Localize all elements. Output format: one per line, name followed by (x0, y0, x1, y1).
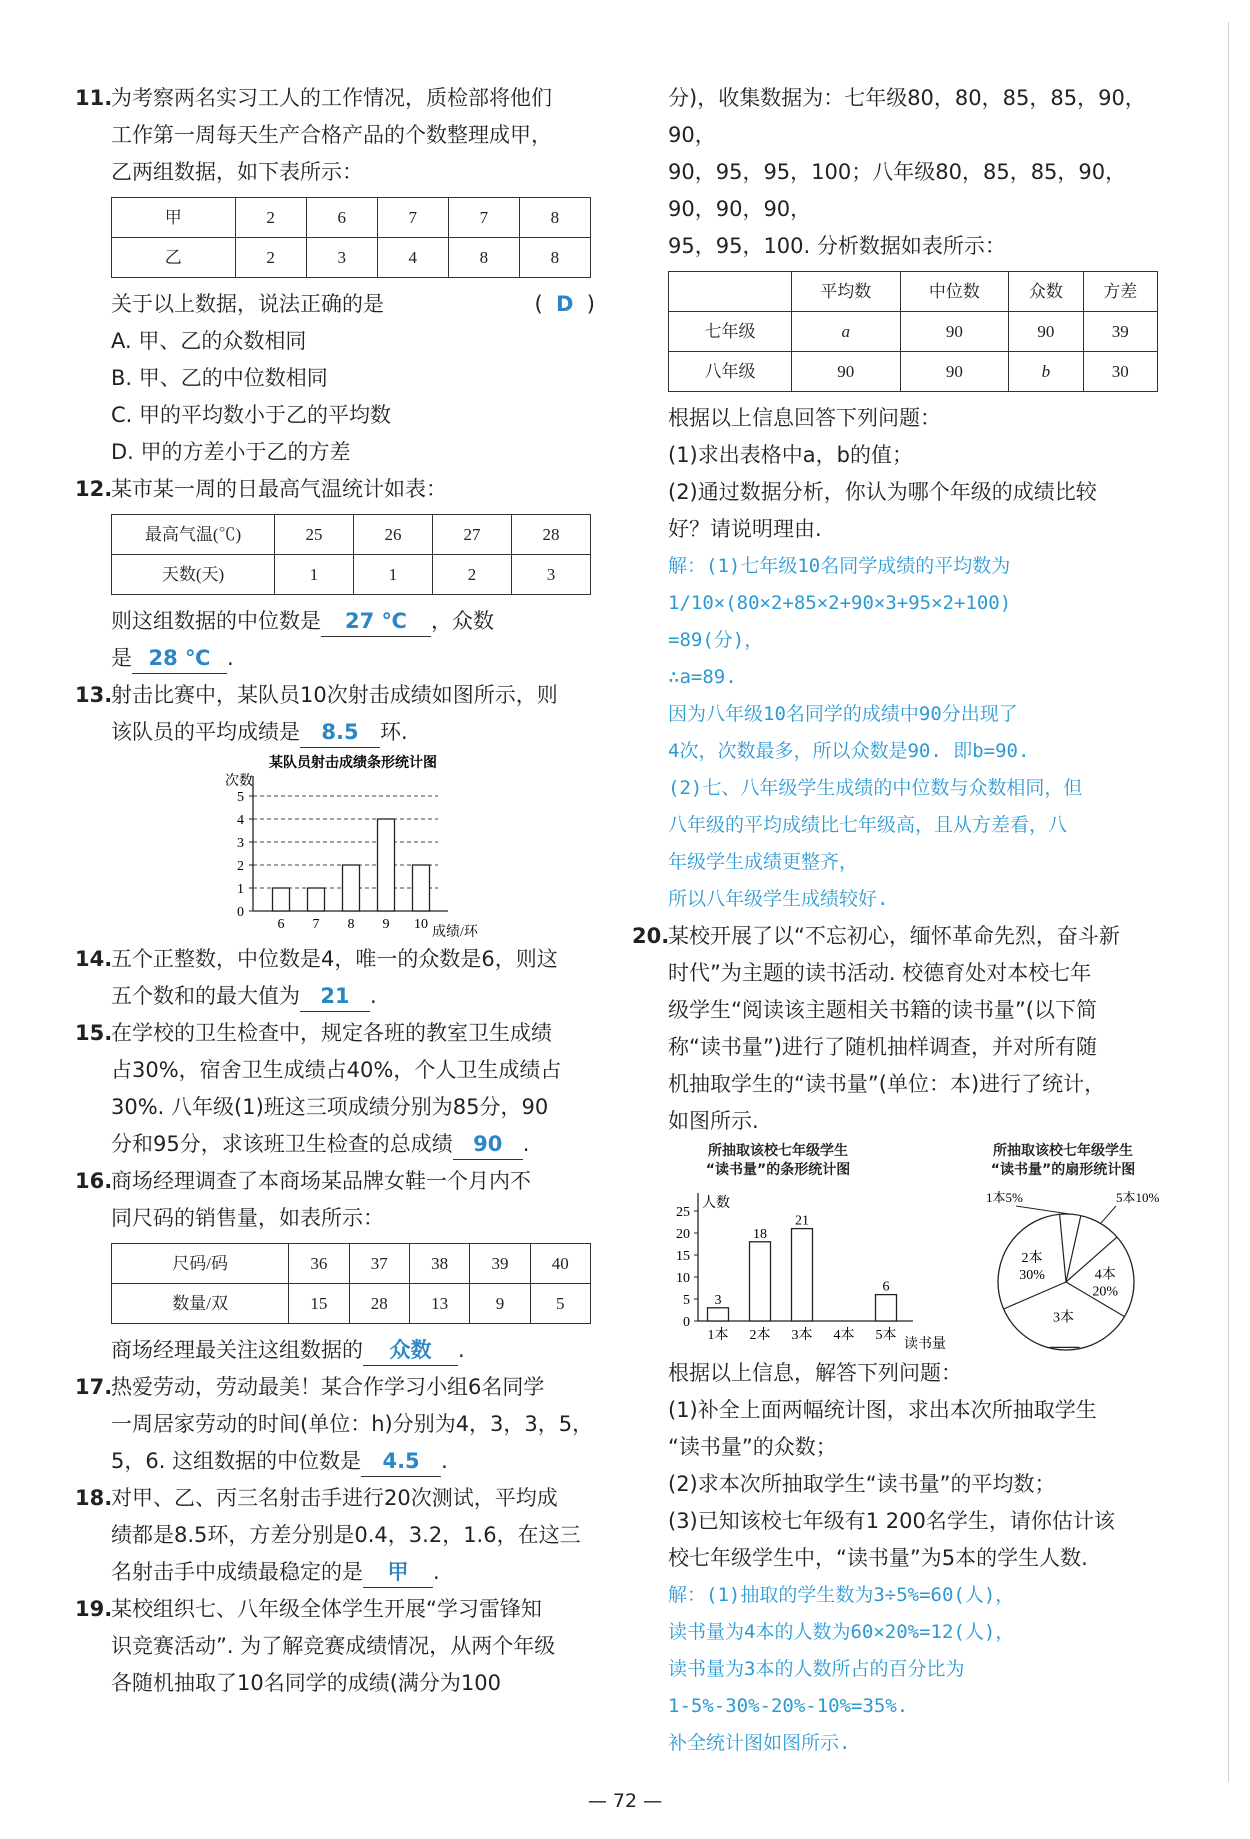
question-number: 11. (75, 86, 113, 110)
question-text: 级学生“阅读该主题相关书籍的读书量”(以下简 (668, 998, 1097, 1022)
right-column (632, 80, 1168, 1762)
solution-line: 年级学生成绩更整齐， (668, 851, 859, 873)
question-text: 分)，收集数据为：七年级80，80，85，85，90，90， (668, 86, 1146, 147)
bar (273, 888, 290, 911)
answer-bracket: ( D ) (534, 292, 595, 316)
solution-line: 补全统计图如图所示. (668, 1732, 851, 1754)
bar (343, 865, 360, 911)
question-text: 商场经理调查了本商场某品牌女鞋一个月内不 (111, 1169, 531, 1193)
y-axis-label: 次数 (225, 774, 253, 789)
question-13 (75, 677, 595, 751)
question-text: 五个正整数，中位数是4，唯一的众数是6，则这 (111, 947, 558, 971)
question-text: 在学校的卫生检查中，规定各班的教室卫生成绩 (111, 1021, 552, 1045)
x-tick-label: 3本 (791, 1328, 813, 1343)
q15-line4: 分和95分，求该班卫生检查的总成绩 90 . (111, 1126, 595, 1163)
bar (413, 865, 430, 911)
answer-text: 4.5 (361, 1446, 441, 1477)
answer-text: 8.5 (300, 717, 380, 748)
option-d: D. 甲的方差小于乙的方差 (111, 440, 351, 464)
data-label: 3 (714, 1292, 722, 1308)
x-tick-label: 7 (312, 917, 320, 932)
reading-pie-chart (956, 1182, 1176, 1357)
question-19 (75, 1591, 595, 1702)
solution-line: =89(分)， (668, 629, 764, 651)
x-tick-label: 8 (347, 917, 355, 932)
y-tick-label: 2 (237, 859, 244, 874)
question-text: 射击比赛中，某队员10次射击成绩如图所示，则 (111, 683, 558, 707)
answer-text: 甲 (363, 1557, 433, 1588)
leader-line (1016, 1206, 1070, 1214)
answer-text: 众数 (363, 1335, 458, 1366)
left-column (75, 80, 595, 1702)
answer-text: 28 ℃ (132, 643, 227, 674)
solution-line: ∴a=89. (668, 666, 737, 688)
bar (876, 1295, 897, 1321)
solution-line: 解：(1)抽取的学生数为3÷5%=60(人)， (668, 1584, 1015, 1606)
data-label: 21 (795, 1213, 809, 1229)
page-number: — 72 — (587, 1790, 663, 1812)
question-16 (75, 1163, 595, 1237)
question-text: 如图所示. (668, 1109, 759, 1133)
question-text: 根据以上信息，解答下列问题： (668, 1361, 962, 1385)
x-tick-label: 5本 (875, 1328, 897, 1343)
y-tick-label: 0 (237, 905, 244, 920)
question-text: 95，95，100. 分析数据如表所示： (668, 234, 1006, 258)
q13-line2: 该队员的平均成绩是 8.5 环. (111, 714, 595, 751)
question-text: 时代”为主题的读书活动. 校德育处对本校七年 (668, 961, 1092, 985)
question-number: 17. (75, 1375, 113, 1399)
slice-label: 4本 (1094, 1267, 1116, 1283)
solution-line: 1-5%-30%-20%-10%=35%. (668, 1695, 909, 1717)
question-text: 90，95，95，100；八年级80，85，85，90，90，90，90， (668, 160, 1127, 221)
question-15 (75, 1015, 595, 1163)
question-text: 称“读书量”)进行了随机抽样调查，并对所有随 (668, 1035, 1097, 1059)
q14-line2: 五个数和的最大值为 21 . (111, 978, 595, 1015)
x-axis-label: 读书量 (904, 1337, 946, 1352)
question-text: 占30%，宿舍卫生成绩占40%，个人卫生成绩占 (111, 1058, 562, 1082)
slice-label: 3本 (1053, 1310, 1075, 1326)
q18-line3: 名射击手中成绩最稳定的是 甲 . (111, 1554, 595, 1591)
question-text: 同尺码的销售量，如表所示： (111, 1206, 384, 1230)
question-text: 乙两组数据，如下表所示： (111, 160, 363, 184)
question-12 (75, 471, 595, 508)
shooting-bar-chart (205, 751, 505, 941)
x-tick-label: 2本 (749, 1328, 771, 1343)
question-text: 机抽取学生的“读书量”(单位：本)进行了统计， (668, 1072, 1106, 1096)
question-text: 绩都是8.5环，方差分别是0.4，3.2，1.6，在这三 (111, 1523, 581, 1547)
page-edge-line (1228, 22, 1229, 1782)
option-a: A. 甲、乙的众数相同 (111, 329, 307, 353)
question-20 (632, 918, 1168, 1140)
answer-text: 90 (453, 1129, 523, 1160)
question-text: 一周居家劳动的时间(单位：h)分别为4，3，3，5， (111, 1412, 594, 1436)
question-text: 各随机抽取了10名同学的成绩(满分为100 (111, 1671, 501, 1695)
y-tick-label: 5 (237, 790, 244, 805)
solution-line: 解：(1)七年级10名同学成绩的平均数为 (668, 555, 1011, 577)
y-tick-label: 4 (237, 813, 244, 828)
question-text: 30%. 八年级(1)班这三项成绩分别为85分，90 (111, 1095, 549, 1119)
question-number: 15. (75, 1021, 113, 1045)
q16-table: 尺码/码 36 37 38 39 40 数量/双 15 28 13 9 5 (111, 1243, 591, 1324)
bar (378, 819, 395, 911)
x-tick-label: 9 (382, 917, 390, 932)
answer-text: 27 ℃ (321, 606, 431, 637)
bar-chart-caption: 所抽取该校七年级学生 “读书量”的条形统计图 (705, 1143, 851, 1178)
y-tick-label: 5 (683, 1293, 690, 1308)
bar (750, 1242, 771, 1321)
question-text: 好？请说明理由. (668, 517, 822, 541)
answer-text: 21 (300, 981, 370, 1012)
solution-line: 因为八年级10名同学的成绩中90分出现了 (668, 703, 1018, 725)
question-text: (1)补全上面两幅统计图，求出本次所抽取学生 (668, 1398, 1097, 1422)
question-number: 19. (75, 1597, 113, 1621)
y-tick-label: 25 (676, 1205, 690, 1220)
option-c: C. 甲的平均数小于乙的平均数 (111, 403, 392, 427)
data-label: 6 (882, 1279, 890, 1295)
question-text: “读书量”的众数； (668, 1435, 837, 1459)
solution-line: 所以八年级学生成绩较好. (668, 888, 889, 910)
question-14 (75, 941, 595, 1015)
question-text: (2)求本次所抽取学生“读书量”的平均数； (668, 1472, 1056, 1496)
question-text: 校七年级学生中，“读书量”为5本的学生人数. (668, 1546, 1088, 1570)
solution-line: 读书量为4本的人数为60×20%=12(人)， (668, 1621, 1015, 1643)
x-axis-label: 成绩/环 (432, 925, 478, 940)
question-text: 对甲、乙、丙三名射击手进行20次测试，平均成 (111, 1486, 558, 1510)
q20-figures (668, 1140, 1168, 1355)
question-18 (75, 1480, 595, 1591)
question-text: 根据以上信息回答下列问题： (668, 406, 941, 430)
question-number: 12. (75, 477, 113, 501)
q12-table: 最高气温(℃) 25 26 27 28 天数(天) 1 1 2 3 (111, 514, 591, 595)
y-tick-label: 3 (237, 836, 244, 851)
question-text: (2)通过数据分析，你认为哪个年级的成绩比较 (668, 480, 1097, 504)
q11-stem (75, 286, 595, 323)
slice-label: 2本 (1021, 1250, 1043, 1266)
slice-label: 1本5% (986, 1190, 1023, 1205)
chart-title: 某队员射击成绩条形统计图 (269, 756, 437, 771)
question-text: (3)已知该校七年级有1 200名学生，请你估计该 (668, 1509, 1115, 1533)
question-text: 为考察两名实习工人的工作情况，质检部将他们 (111, 86, 552, 110)
pie-chart-caption: 所抽取该校七年级学生 “读书量”的扇形统计图 (990, 1143, 1136, 1178)
question-number: 20. (632, 924, 670, 948)
x-tick-label: 1本 (707, 1328, 729, 1343)
y-tick-label: 10 (676, 1271, 690, 1286)
solution-line: 4次，次数最多，所以众数是90. 即b=90. (668, 740, 1030, 762)
y-tick-label: 20 (676, 1227, 690, 1242)
solution-line: 八年级的平均成绩比七年级高，且从方差看，八 (668, 814, 1068, 836)
q19-table: 平均数 中位数 众数 方差 七年级 a 90 90 39 八年级 90 90 b 30 (668, 271, 1158, 392)
x-tick-label: 4本 (833, 1328, 855, 1343)
reading-bar-chart (668, 1185, 948, 1355)
q12-line1: 则这组数据的中位数是 27 ℃ ，众数 (75, 603, 595, 640)
question-text: 识竞赛活动”. 为了解竞赛成绩情况，从两个年级 (111, 1634, 556, 1658)
q11-table: 甲 2 6 7 7 8 乙 2 3 4 8 8 (111, 197, 591, 278)
bar (792, 1229, 813, 1321)
question-number: 16. (75, 1169, 113, 1193)
y-tick-label: 0 (683, 1315, 690, 1330)
question-text: 某校组织七、八年级全体学生开展“学习雷锋知 (111, 1597, 542, 1621)
data-label: 18 (753, 1226, 767, 1242)
y-axis-label: 人数 (702, 1196, 730, 1211)
q19-solution (668, 548, 1168, 918)
q16-line3: 商场经理最关注这组数据的 众数 . (75, 1332, 595, 1369)
question-number: 13. (75, 683, 113, 707)
question-17 (75, 1369, 595, 1480)
x-tick-label: 6 (277, 917, 285, 932)
bar (308, 888, 325, 911)
y-tick-label: 1 (237, 882, 244, 897)
question-text: 关于以上数据，说法正确的是 (111, 292, 384, 316)
question-text: 热爱劳动，劳动最美！某合作学习小组6名同学 (111, 1375, 545, 1399)
solution-line: 读书量为3本的人数所占的百分比为 (668, 1658, 965, 1680)
bar (708, 1308, 729, 1321)
question-number: 14. (75, 947, 113, 971)
leader-line (1101, 1206, 1116, 1223)
slice-percent: 30% (1019, 1267, 1045, 1283)
x-tick-label: 10 (414, 917, 428, 932)
solution-line: 1/10×(80×2+85×2+90×3+95×2+100) (668, 592, 1012, 614)
slice-label: 5本10% (1116, 1190, 1160, 1205)
slice-percent: 20% (1092, 1284, 1119, 1300)
option-b: B. 甲、乙的中位数相同 (111, 366, 328, 390)
y-tick-label: 15 (676, 1249, 690, 1264)
question-text: 工作第一周每天生产合格产品的个数整理成甲， (111, 123, 552, 147)
q17-line3: 5，6. 这组数据的中位数是 4.5 . (111, 1443, 595, 1480)
question-text: (1)求出表格中a，b的值； (668, 443, 913, 467)
q12-line2: 是 28 ℃ . (75, 640, 595, 677)
question-text: 某校开展了以“不忘初心，缅怀革命先烈，奋斗新 (668, 924, 1120, 948)
solution-line: (2)七、八年级学生成绩的中位数与众数相同，但 (668, 777, 1083, 799)
question-text: 某市某一周的日最高气温统计如表： (111, 477, 447, 501)
q20-solution (668, 1577, 1168, 1762)
question-number: 18. (75, 1486, 113, 1510)
answer-text: D (556, 292, 574, 316)
question-11 (75, 80, 595, 191)
